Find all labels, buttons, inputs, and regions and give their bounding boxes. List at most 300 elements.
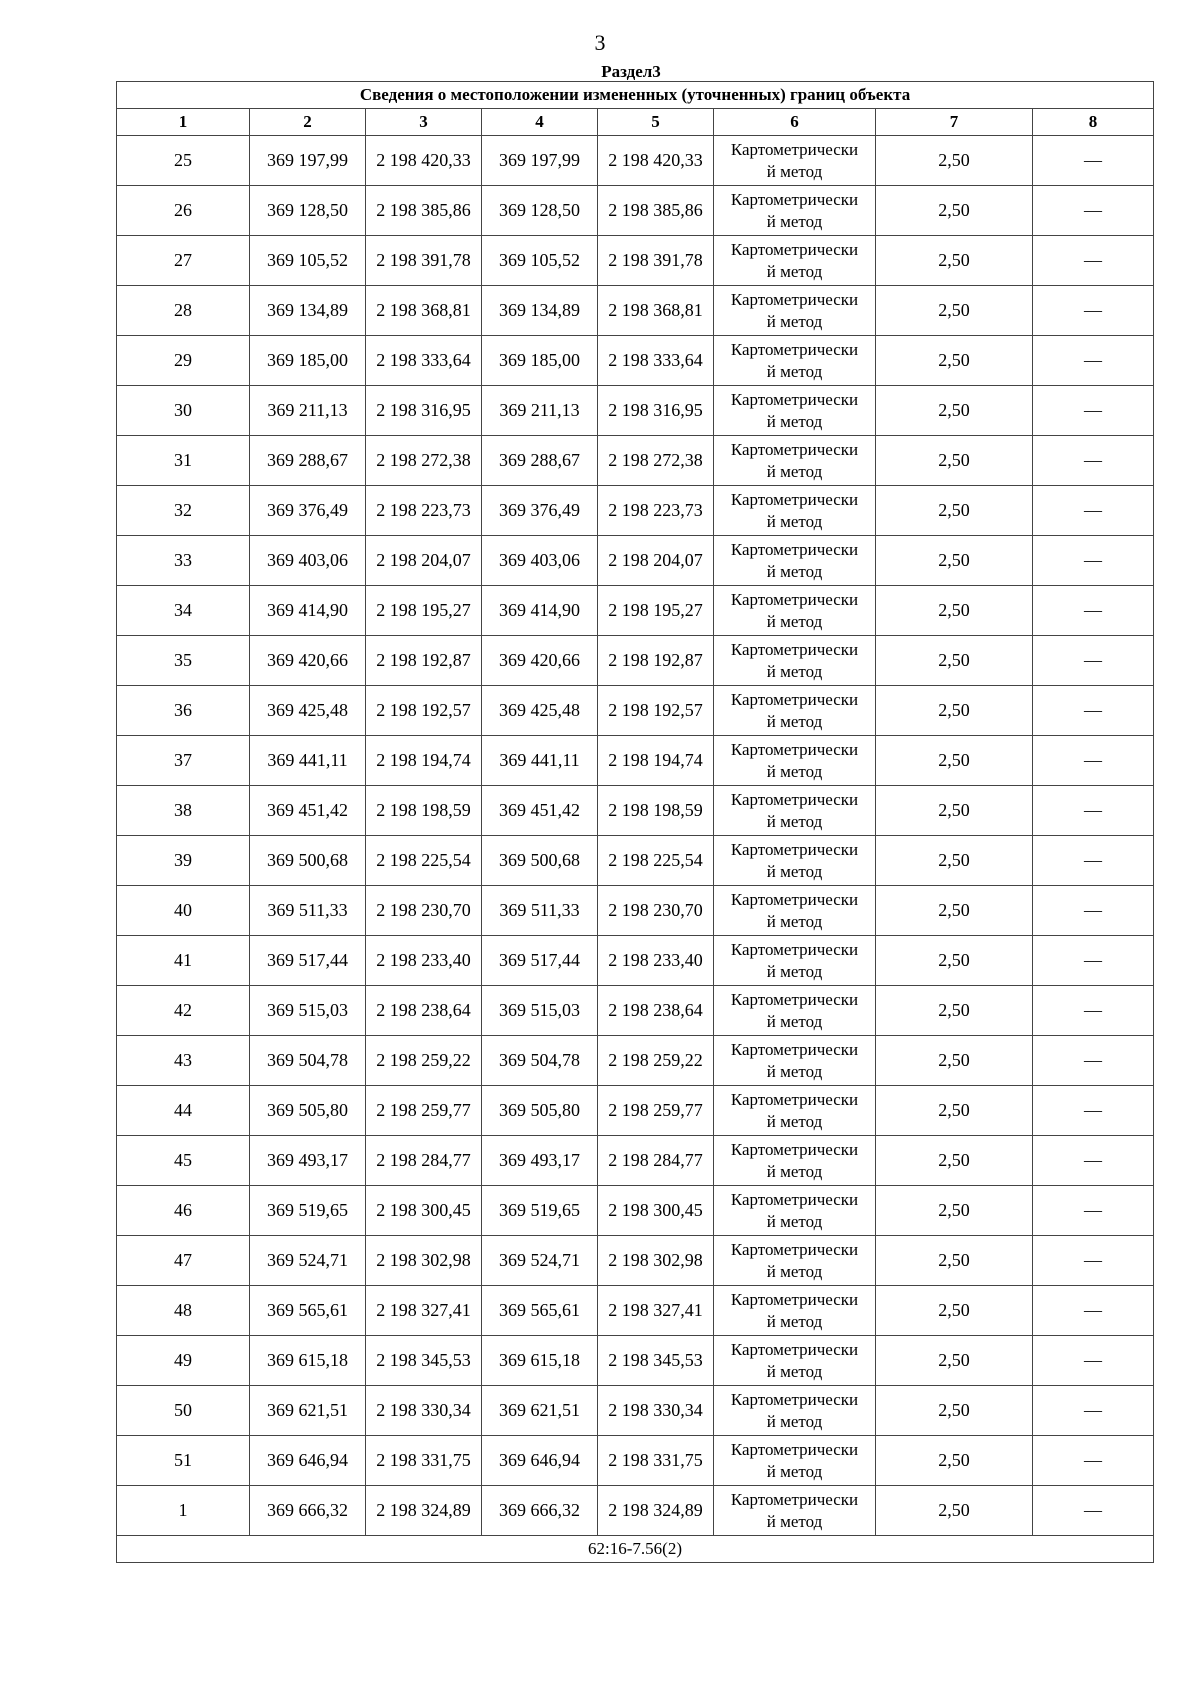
refined-y-cell: 2 198 333,64	[598, 336, 714, 386]
existing-y-cell: 2 198 198,59	[366, 786, 482, 836]
refined-y-cell: 2 198 420,33	[598, 136, 714, 186]
existing-x-cell: 369 500,68	[250, 836, 366, 886]
existing-x-cell: 369 524,71	[250, 1236, 366, 1286]
method-line-2: й метод	[766, 211, 823, 231]
page-number: 3	[594, 30, 606, 55]
description-cell: —	[1033, 1236, 1154, 1286]
method-line-1: Картометрически	[730, 1439, 859, 1459]
accuracy-cell: 2,50	[876, 1336, 1033, 1386]
existing-x-cell: 369 185,00	[250, 336, 366, 386]
existing-y-cell: 2 198 195,27	[366, 586, 482, 636]
accuracy-cell: 2,50	[876, 136, 1033, 186]
method-line-2: й метод	[766, 711, 823, 731]
point-number-cell: 36	[117, 686, 250, 736]
table-row	[117, 1186, 1154, 1236]
point-number-cell: 50	[117, 1386, 250, 1436]
point-number-cell: 39	[117, 836, 250, 886]
method-line-1: Картометрически	[730, 439, 859, 459]
existing-x-cell: 369 517,44	[250, 936, 366, 986]
method-cell	[714, 1086, 876, 1136]
method-line-2: й метод	[766, 1461, 823, 1481]
point-number-cell: 46	[117, 1186, 250, 1236]
method-line-1: Картометрически	[730, 1339, 859, 1359]
refined-x-cell: 369 403,06	[482, 536, 598, 586]
table-row	[117, 1436, 1154, 1486]
table-row	[117, 686, 1154, 736]
method-line-2: й метод	[766, 161, 823, 181]
refined-y-cell: 2 198 385,86	[598, 186, 714, 236]
existing-x-cell: 369 511,33	[250, 886, 366, 936]
existing-y-cell: 2 198 420,33	[366, 136, 482, 186]
method-cell	[714, 586, 876, 636]
method-line-2: й метод	[766, 311, 823, 331]
accuracy-cell: 2,50	[876, 1486, 1033, 1536]
existing-y-cell: 2 198 230,70	[366, 886, 482, 936]
method-line-1: Картометрически	[730, 289, 859, 309]
refined-y-cell: 2 198 195,27	[598, 586, 714, 636]
existing-x-cell: 369 425,48	[250, 686, 366, 736]
method-cell	[714, 536, 876, 586]
existing-x-cell: 369 105,52	[250, 236, 366, 286]
existing-x-cell: 369 515,03	[250, 986, 366, 1036]
existing-y-cell: 2 198 194,74	[366, 736, 482, 786]
point-number-cell: 1	[117, 1486, 250, 1536]
existing-x-cell: 369 197,99	[250, 136, 366, 186]
method-cell	[714, 1486, 876, 1536]
refined-x-cell: 369 414,90	[482, 586, 598, 636]
existing-x-cell: 369 666,32	[250, 1486, 366, 1536]
description-cell: —	[1033, 336, 1154, 386]
refined-y-cell: 2 198 345,53	[598, 1336, 714, 1386]
method-cell	[714, 1436, 876, 1486]
method-line-1: Картометрически	[730, 1189, 859, 1209]
method-cell	[714, 1186, 876, 1236]
accuracy-cell: 2,50	[876, 686, 1033, 736]
description-cell: —	[1033, 1386, 1154, 1436]
refined-x-cell: 369 134,89	[482, 286, 598, 336]
existing-x-cell: 369 646,94	[250, 1436, 366, 1486]
existing-x-cell: 369 420,66	[250, 636, 366, 686]
table-row	[117, 536, 1154, 586]
refined-x-cell: 369 185,00	[482, 336, 598, 386]
accuracy-cell: 2,50	[876, 936, 1033, 986]
method-cell	[714, 736, 876, 786]
existing-x-cell: 369 505,80	[250, 1086, 366, 1136]
point-number-cell: 38	[117, 786, 250, 836]
table-row	[117, 636, 1154, 686]
point-number-cell: 51	[117, 1436, 250, 1486]
point-number-cell: 30	[117, 386, 250, 436]
accuracy-cell: 2,50	[876, 486, 1033, 536]
refined-x-cell: 369 504,78	[482, 1036, 598, 1086]
refined-y-cell: 2 198 330,34	[598, 1386, 714, 1436]
existing-x-cell: 369 565,61	[250, 1286, 366, 1336]
refined-y-cell: 2 198 331,75	[598, 1436, 714, 1486]
description-cell: —	[1033, 486, 1154, 536]
accuracy-cell: 2,50	[876, 286, 1033, 336]
description-cell: —	[1033, 1186, 1154, 1236]
refined-x-cell: 369 524,71	[482, 1236, 598, 1286]
refined-y-cell: 2 198 272,38	[598, 436, 714, 486]
existing-y-cell: 2 198 272,38	[366, 436, 482, 486]
method-line-2: й метод	[766, 1211, 823, 1231]
method-line-1: Картометрически	[730, 489, 859, 509]
existing-x-cell: 369 504,78	[250, 1036, 366, 1086]
method-line-1: Картометрически	[730, 1489, 859, 1509]
accuracy-cell: 2,50	[876, 186, 1033, 236]
existing-y-cell: 2 198 204,07	[366, 536, 482, 586]
accuracy-cell: 2,50	[876, 1386, 1033, 1436]
existing-y-cell: 2 198 316,95	[366, 386, 482, 436]
refined-y-cell: 2 198 192,87	[598, 636, 714, 686]
refined-x-cell: 369 493,17	[482, 1136, 598, 1186]
description-cell: —	[1033, 1036, 1154, 1086]
refined-x-cell: 369 425,48	[482, 686, 598, 736]
accuracy-cell: 2,50	[876, 386, 1033, 436]
method-line-1: Картометрически	[730, 889, 859, 909]
description-cell: —	[1033, 686, 1154, 736]
table-row	[117, 336, 1154, 386]
existing-y-cell: 2 198 385,86	[366, 186, 482, 236]
refined-x-cell: 369 451,42	[482, 786, 598, 836]
existing-x-cell: 369 615,18	[250, 1336, 366, 1386]
existing-y-cell: 2 198 302,98	[366, 1236, 482, 1286]
method-cell	[714, 1286, 876, 1336]
method-cell	[714, 336, 876, 386]
method-line-2: й метод	[766, 911, 823, 931]
method-line-2: й метод	[766, 1161, 823, 1181]
description-cell: —	[1033, 636, 1154, 686]
refined-x-cell: 369 128,50	[482, 186, 598, 236]
accuracy-cell: 2,50	[876, 1236, 1033, 1286]
accuracy-cell: 2,50	[876, 1086, 1033, 1136]
description-cell: —	[1033, 436, 1154, 486]
table-row	[117, 1086, 1154, 1136]
table-row	[117, 236, 1154, 286]
accuracy-cell: 2,50	[876, 236, 1033, 286]
existing-y-cell: 2 198 324,89	[366, 1486, 482, 1536]
description-cell: —	[1033, 386, 1154, 436]
column-header: 2	[250, 109, 366, 136]
table-row	[117, 936, 1154, 986]
accuracy-cell: 2,50	[876, 1286, 1033, 1336]
method-line-1: Картометрически	[730, 839, 859, 859]
table-row	[117, 586, 1154, 636]
table-row	[117, 886, 1154, 936]
accuracy-cell: 2,50	[876, 636, 1033, 686]
table-row	[117, 186, 1154, 236]
point-number-cell: 42	[117, 986, 250, 1036]
method-cell	[714, 286, 876, 336]
refined-y-cell: 2 198 327,41	[598, 1286, 714, 1336]
refined-x-cell: 369 376,49	[482, 486, 598, 536]
refined-y-cell: 2 198 368,81	[598, 286, 714, 336]
method-line-2: й метод	[766, 761, 823, 781]
refined-x-cell: 369 646,94	[482, 1436, 598, 1486]
description-cell: —	[1033, 536, 1154, 586]
existing-x-cell: 369 451,42	[250, 786, 366, 836]
description-cell: —	[1033, 1086, 1154, 1136]
method-line-1: Картометрически	[730, 1389, 859, 1409]
point-number-cell: 48	[117, 1286, 250, 1336]
accuracy-cell: 2,50	[876, 836, 1033, 886]
point-number-cell: 29	[117, 336, 250, 386]
description-cell: —	[1033, 886, 1154, 936]
method-cell	[714, 886, 876, 936]
method-line-1: Картометрически	[730, 639, 859, 659]
existing-x-cell: 369 288,67	[250, 436, 366, 486]
accuracy-cell: 2,50	[876, 986, 1033, 1036]
table-row	[117, 486, 1154, 536]
refined-y-cell: 2 198 230,70	[598, 886, 714, 936]
method-cell	[714, 436, 876, 486]
method-line-2: й метод	[766, 1011, 823, 1031]
accuracy-cell: 2,50	[876, 336, 1033, 386]
table-row	[117, 436, 1154, 486]
method-cell	[714, 236, 876, 286]
refined-x-cell: 369 500,68	[482, 836, 598, 886]
description-cell: —	[1033, 236, 1154, 286]
description-cell: —	[1033, 186, 1154, 236]
description-cell: —	[1033, 786, 1154, 836]
existing-x-cell: 369 519,65	[250, 1186, 366, 1236]
method-line-1: Картометрически	[730, 1239, 859, 1259]
point-number-cell: 34	[117, 586, 250, 636]
refined-x-cell: 369 517,44	[482, 936, 598, 986]
method-cell	[714, 486, 876, 536]
refined-y-cell: 2 198 204,07	[598, 536, 714, 586]
method-line-2: й метод	[766, 661, 823, 681]
column-header: 8	[1033, 109, 1154, 136]
description-cell: —	[1033, 286, 1154, 336]
existing-y-cell: 2 198 391,78	[366, 236, 482, 286]
method-line-1: Картометрически	[730, 189, 859, 209]
method-line-1: Картометрически	[730, 339, 859, 359]
refined-y-cell: 2 198 198,59	[598, 786, 714, 836]
refined-x-cell: 369 615,18	[482, 1336, 598, 1386]
description-cell: —	[1033, 1486, 1154, 1536]
refined-x-cell: 369 288,67	[482, 436, 598, 486]
description-cell: —	[1033, 136, 1154, 186]
existing-x-cell: 369 403,06	[250, 536, 366, 586]
accuracy-cell: 2,50	[876, 536, 1033, 586]
column-number-row	[117, 109, 1154, 136]
point-number-cell: 35	[117, 636, 250, 686]
existing-x-cell: 369 493,17	[250, 1136, 366, 1186]
point-number-cell: 32	[117, 486, 250, 536]
method-line-1: Картометрически	[730, 539, 859, 559]
table-row	[117, 836, 1154, 886]
refined-x-cell: 369 197,99	[482, 136, 598, 186]
table-row	[117, 736, 1154, 786]
method-line-1: Картометрически	[730, 1289, 859, 1309]
refined-y-cell: 2 198 391,78	[598, 236, 714, 286]
table-row	[117, 986, 1154, 1036]
point-number-cell: 28	[117, 286, 250, 336]
boundary-coordinates-table	[116, 81, 1154, 1563]
table-footer-code: 62:16-7.56(2)	[117, 1536, 1154, 1563]
table-row	[117, 1336, 1154, 1386]
accuracy-cell: 2,50	[876, 586, 1033, 636]
refined-x-cell: 369 666,32	[482, 1486, 598, 1536]
method-cell	[714, 636, 876, 686]
method-cell	[714, 1136, 876, 1186]
column-header: 5	[598, 109, 714, 136]
refined-x-cell: 369 519,65	[482, 1186, 598, 1236]
column-header: 6	[714, 109, 876, 136]
method-line-1: Картометрически	[730, 139, 859, 159]
refined-x-cell: 369 441,11	[482, 736, 598, 786]
method-cell	[714, 786, 876, 836]
description-cell: —	[1033, 986, 1154, 1036]
accuracy-cell: 2,50	[876, 1186, 1033, 1236]
method-line-2: й метод	[766, 961, 823, 981]
method-line-2: й метод	[766, 361, 823, 381]
description-cell: —	[1033, 936, 1154, 986]
refined-y-cell: 2 198 194,74	[598, 736, 714, 786]
refined-y-cell: 2 198 238,64	[598, 986, 714, 1036]
table-row	[117, 386, 1154, 436]
existing-y-cell: 2 198 284,77	[366, 1136, 482, 1186]
refined-y-cell: 2 198 225,54	[598, 836, 714, 886]
point-number-cell: 37	[117, 736, 250, 786]
refined-x-cell: 369 211,13	[482, 386, 598, 436]
point-number-cell: 45	[117, 1136, 250, 1186]
method-line-2: й метод	[766, 1111, 823, 1131]
method-line-2: й метод	[766, 611, 823, 631]
accuracy-cell: 2,50	[876, 1136, 1033, 1186]
point-number-cell: 40	[117, 886, 250, 936]
column-header: 7	[876, 109, 1033, 136]
existing-y-cell: 2 198 333,64	[366, 336, 482, 386]
method-line-1: Картометрически	[730, 789, 859, 809]
refined-y-cell: 2 198 233,40	[598, 936, 714, 986]
point-number-cell: 49	[117, 1336, 250, 1386]
accuracy-cell: 2,50	[876, 886, 1033, 936]
method-line-2: й метод	[766, 261, 823, 281]
point-number-cell: 41	[117, 936, 250, 986]
refined-y-cell: 2 198 259,22	[598, 1036, 714, 1086]
point-number-cell: 26	[117, 186, 250, 236]
point-number-cell: 44	[117, 1086, 250, 1136]
table-row	[117, 1236, 1154, 1286]
method-cell	[714, 1386, 876, 1436]
description-cell: —	[1033, 736, 1154, 786]
existing-y-cell: 2 198 345,53	[366, 1336, 482, 1386]
method-line-1: Картометрически	[730, 1139, 859, 1159]
method-line-1: Картометрически	[730, 689, 859, 709]
description-cell: —	[1033, 836, 1154, 886]
method-line-2: й метод	[766, 511, 823, 531]
method-cell	[714, 1236, 876, 1286]
method-cell	[714, 936, 876, 986]
refined-x-cell: 369 105,52	[482, 236, 598, 286]
refined-x-cell: 369 621,51	[482, 1386, 598, 1436]
method-line-2: й метод	[766, 1361, 823, 1381]
existing-y-cell: 2 198 327,41	[366, 1286, 482, 1336]
existing-x-cell: 369 376,49	[250, 486, 366, 536]
table-row	[117, 136, 1154, 186]
method-cell	[714, 136, 876, 186]
method-cell	[714, 836, 876, 886]
table-caption: Сведения о местоположении измененных (уточненных) границ объекта	[117, 82, 1154, 109]
point-number-cell: 33	[117, 536, 250, 586]
method-line-2: й метод	[766, 1311, 823, 1331]
accuracy-cell: 2,50	[876, 736, 1033, 786]
accuracy-cell: 2,50	[876, 786, 1033, 836]
accuracy-cell: 2,50	[876, 1036, 1033, 1086]
table-row	[117, 1136, 1154, 1186]
method-cell	[714, 986, 876, 1036]
refined-x-cell: 369 515,03	[482, 986, 598, 1036]
method-line-1: Картометрически	[730, 239, 859, 259]
existing-x-cell: 369 134,89	[250, 286, 366, 336]
refined-x-cell: 369 420,66	[482, 636, 598, 686]
description-cell: —	[1033, 1336, 1154, 1386]
method-line-1: Картометрически	[730, 939, 859, 959]
method-line-2: й метод	[766, 461, 823, 481]
refined-y-cell: 2 198 302,98	[598, 1236, 714, 1286]
method-line-1: Картометрически	[730, 989, 859, 1009]
method-line-1: Картометрически	[730, 1089, 859, 1109]
existing-y-cell: 2 198 192,57	[366, 686, 482, 736]
method-line-1: Картометрически	[730, 589, 859, 609]
method-line-2: й метод	[766, 1061, 823, 1081]
method-line-2: й метод	[766, 1261, 823, 1281]
refined-x-cell: 369 565,61	[482, 1286, 598, 1336]
method-line-2: й метод	[766, 811, 823, 831]
section-title: Раздел3	[601, 62, 661, 81]
table-row	[117, 1386, 1154, 1436]
method-line-2: й метод	[766, 1511, 823, 1531]
existing-y-cell: 2 198 233,40	[366, 936, 482, 986]
refined-x-cell: 369 505,80	[482, 1086, 598, 1136]
existing-y-cell: 2 198 368,81	[366, 286, 482, 336]
method-line-2: й метод	[766, 411, 823, 431]
table-row	[117, 286, 1154, 336]
table-row	[117, 1036, 1154, 1086]
existing-y-cell: 2 198 300,45	[366, 1186, 482, 1236]
method-line-2: й метод	[766, 1411, 823, 1431]
point-number-cell: 27	[117, 236, 250, 286]
method-cell	[714, 686, 876, 736]
refined-y-cell: 2 198 300,45	[598, 1186, 714, 1236]
existing-y-cell: 2 198 259,77	[366, 1086, 482, 1136]
refined-y-cell: 2 198 284,77	[598, 1136, 714, 1186]
description-cell: —	[1033, 1436, 1154, 1486]
refined-y-cell: 2 198 316,95	[598, 386, 714, 436]
refined-y-cell: 2 198 223,73	[598, 486, 714, 536]
method-line-1: Картометрически	[730, 739, 859, 759]
table-row	[117, 1486, 1154, 1536]
existing-y-cell: 2 198 223,73	[366, 486, 482, 536]
point-number-cell: 43	[117, 1036, 250, 1086]
existing-x-cell: 369 414,90	[250, 586, 366, 636]
table-body	[117, 136, 1154, 1536]
column-header: 1	[117, 109, 250, 136]
existing-y-cell: 2 198 330,34	[366, 1386, 482, 1436]
method-cell	[714, 186, 876, 236]
method-cell	[714, 1336, 876, 1386]
existing-y-cell: 2 198 192,87	[366, 636, 482, 686]
existing-y-cell: 2 198 259,22	[366, 1036, 482, 1086]
refined-y-cell: 2 198 324,89	[598, 1486, 714, 1536]
refined-y-cell: 2 198 259,77	[598, 1086, 714, 1136]
refined-x-cell: 369 511,33	[482, 886, 598, 936]
point-number-cell: 31	[117, 436, 250, 486]
method-line-2: й метод	[766, 561, 823, 581]
accuracy-cell: 2,50	[876, 1436, 1033, 1486]
